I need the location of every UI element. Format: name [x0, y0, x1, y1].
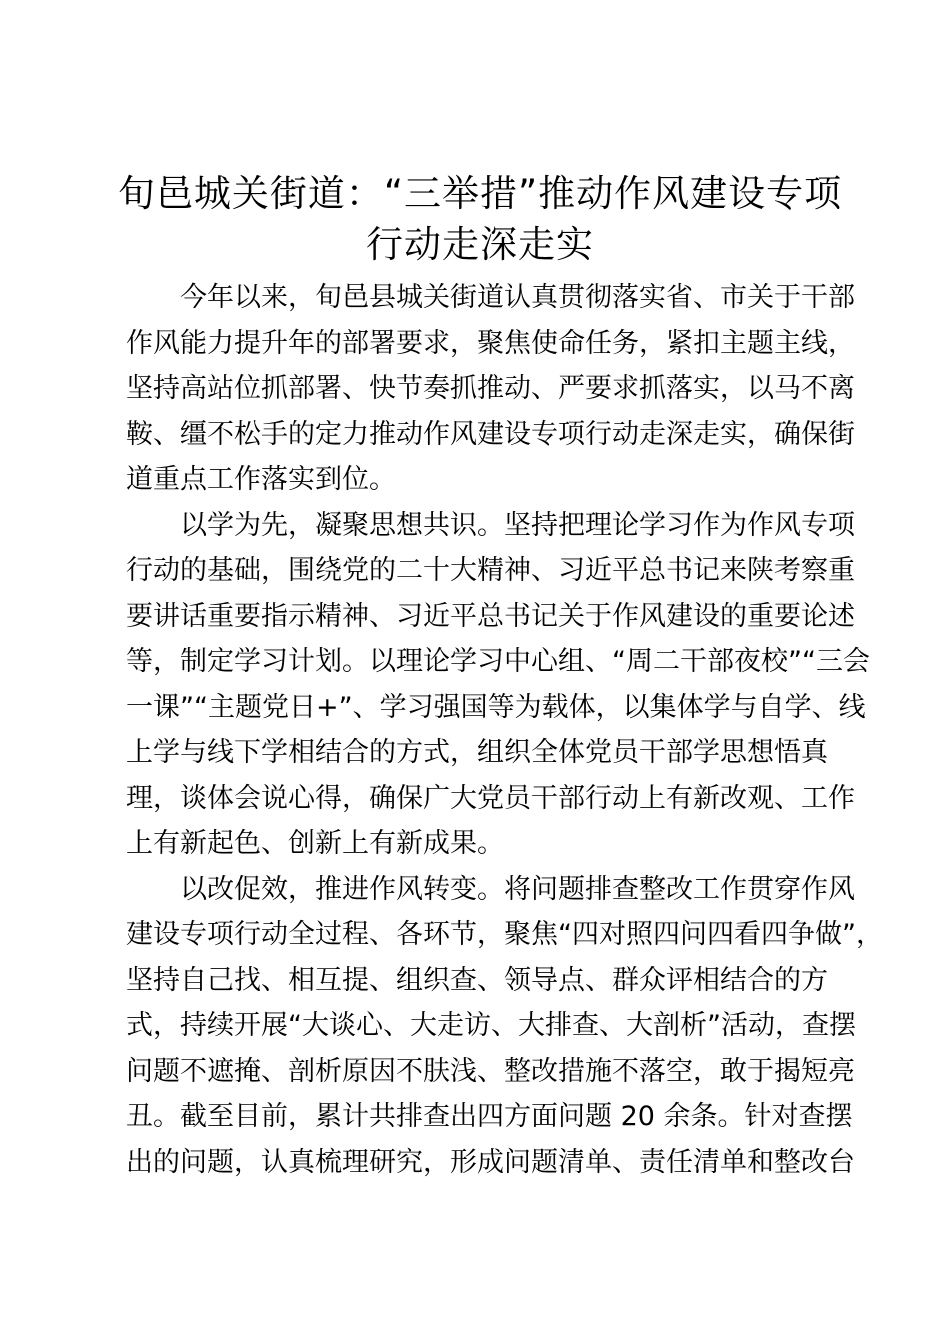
paragraph-intro [126, 275, 855, 503]
paragraph-line: 出的问题，认真梳理研究，形成问题清单、责任清单和整改台 [126, 1146, 855, 1178]
paragraph-line: 理，谈体会说心得，确保广大党员干部行动上有新改观、工作 [126, 782, 855, 814]
paragraph-line: 今年以来，旬邑县城关街道认真贯彻落实省、市关于干部 [180, 282, 855, 313]
paragraph-line: 丑。截至目前，累计共排查出四方面问题 20 余条。针对查摆 [126, 1101, 853, 1132]
paragraph-line: 建设专项行动全过程、各环节，聚焦“四对照四问四看四争做”， [126, 919, 883, 950]
paragraph-line: 一课”“主题党日+”、学习强国等为载体，以集体学与自学、线 [126, 691, 866, 723]
paragraph-line: 问题不遮掩、剖析原因不肤浅、整改措施不落空，敢于揭短亮 [126, 1055, 855, 1087]
paragraph-line: 坚持高站位抓部署、快节奏抓推动、严要求抓落实，以马不离 [126, 373, 855, 404]
paragraph-reform [126, 867, 883, 1186]
title-line: 行动走深走实 [366, 223, 594, 266]
title-line: 旬邑城关街道：“三举措”推动作风建设专项 [117, 172, 843, 215]
paragraph-line: 行动的基础，围绕党的二十大精神、习近平总书记来陕考察重 [126, 555, 855, 586]
document-body [126, 275, 883, 1185]
document-title [110, 168, 850, 270]
paragraph-line: 以改促效，推进作风转变。将问题排查整改工作贯穿作风 [180, 873, 855, 905]
paragraph-line: 坚持自己找、相互提、组织查、领导点、群众评相结合的方 [126, 964, 828, 996]
paragraph-line: 上有新起色、创新上有新成果。 [126, 828, 504, 859]
paragraph-line: 以学为先，凝聚思想共识。坚持把理论学习作为作风专项 [180, 509, 855, 541]
paragraph-line: 上学与线下学相结合的方式，组织全体党员干部学思想悟真 [126, 737, 828, 768]
paragraph-line: 鞍、缰不松手的定力推动作风建设专项行动走深走实，确保街 [126, 418, 855, 450]
paragraph-line: 要讲话重要指示精神、习近平总书记关于作风建设的重要论述 [126, 600, 855, 632]
paragraph-line: 式，持续开展“大谈心、大走访、大排查、大剖析”活动，查摆 [126, 1010, 856, 1041]
paragraph-line: 道重点工作落实到位。 [126, 464, 396, 495]
paragraph-line: 等，制定学习计划。以理论学习中心组、“周二干部夜校”“三会 [126, 646, 870, 677]
paragraph-study [126, 503, 870, 867]
paragraph-line: 作风能力提升年的部署要求，聚焦使命任务，紧扣主题主线， [126, 327, 855, 359]
